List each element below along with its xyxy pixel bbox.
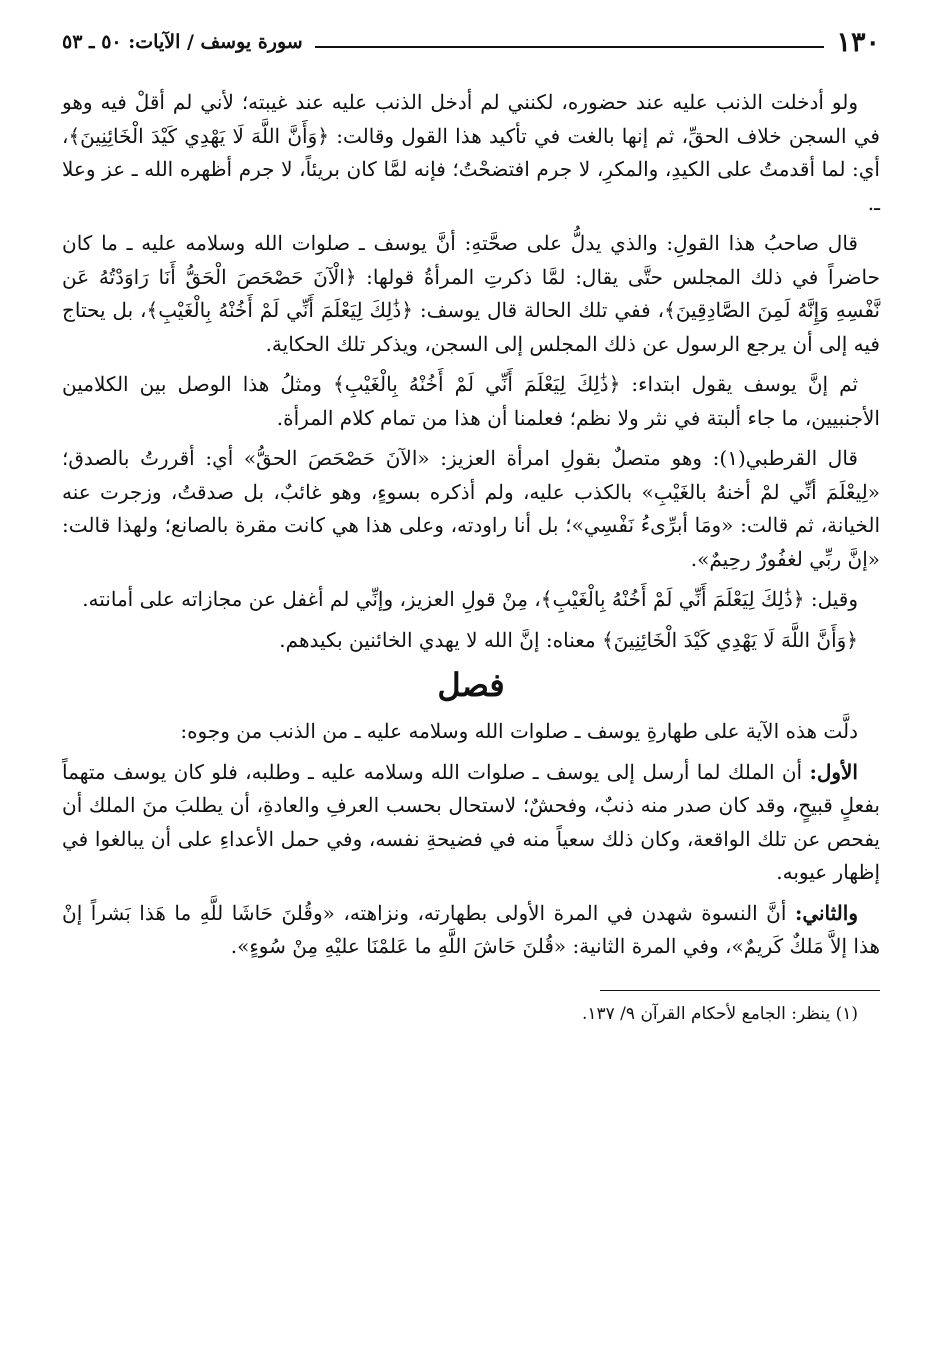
- paragraph-lead: والثاني:: [794, 900, 858, 925]
- paragraph: ولو أدخلت الذنب عليه عند حضوره، لكنني لم أدخل الذنب عليه عند غيبته؛ لأني لم أقلْ فيه وهو في السجن خلاف الحقِّ، ثم إنها بالغت في تأكيد هذا القول وقالت: ﴿وَأَنَّ اللَّهَ لَا يَهْدِي كَيْدَ الْخَائِنِينَ﴾، أي: لما أقدمتُ على الكيدِ، والمكرِ، لا جرم افتضحْتُ؛ فإنه لمَّا كان بريئاً، لا جرم أظهره الله ـ عز وعلا ـ.: [62, 90, 880, 215]
- section-paragraph: [62, 897, 880, 964]
- page-header: [62, 22, 880, 62]
- paragraph: ﴿وَأَنَّ اللَّهَ لَا يَهْدِي كَيْدَ الْخَائِنِينَ﴾ معناه: إنَّ الله لا يهدي الخائنين بكيدهم.: [279, 627, 858, 652]
- paragraph: ثم إنَّ يوسف يقول ابتداء: ﴿ذَٰلِكَ لِيَعْلَمَ أَنِّي لَمْ أَخُنْهُ بِالْغَيْبِ﴾ ومثلُ هذا الوصل بين الكلامين الأجنبيين، ما جاء ألبتة في نثر ولا نظم؛ فعلمنا أن هذا من تمام كلام المرأة.: [62, 372, 880, 430]
- running-title: سورة يوسف / الآيات: ٥٠ ـ ٥٣: [62, 31, 303, 53]
- section-paragraph: [62, 715, 880, 749]
- footnote: (١) ينظر: الجامع لأحكام القرآن ٩/ ١٣٧.: [581, 1003, 858, 1024]
- paragraph-text: أنَّ النسوة شهدن في المرة الأولى بطهارته، ونزاهته، «وقُلنَ حَاشَا للَّهِ ما هَذا بَشراً إنْ هذا إلاَّ مَلكٌ كَريمٌ»، وفي المرة الثانية: «قُلنَ حَاشَ اللَّهِ ما عَلمْنَا عليْهِ مِنْ سُوءٍ».: [62, 900, 880, 958]
- paragraph-text: دلَّت هذه الآية على طهارةِ يوسف ـ صلوات الله وسلامه عليه ـ من الذنب من وجوه:: [180, 719, 858, 743]
- body-text: [62, 86, 880, 1027]
- paragraph-lead: الأول:: [809, 759, 858, 784]
- footnote-separator: [600, 990, 880, 991]
- book-page: [62, 22, 880, 1034]
- header-rule: [315, 46, 825, 48]
- paragraph: قال صاحبُ هذا القولِ: والذي يدلُّ على صحَّتهِ: أنَّ يوسف ـ صلوات الله وسلامه عليه ـ ما كان حاضراً في ذلك المجلس حتَّى يقال: لمَّا ذكرتِ المرأةُ قولها: ﴿الْآنَ حَصْحَصَ الْحَقُّ أَنَا رَاوَدْتُهُ عَن نَّفْسِهِ وَإِنَّهُ لَمِنَ الصَّادِقِينَ﴾، ففي تلك الحالة قال يوسف: ﴿ذَٰلِكَ لِيَعْلَمَ أَنِّي لَمْ أَخُنْهُ بِالْغَيْبِ﴾، بل يحتاج فيه إلى أن يرجع الرسول عن ذلك المجلس إلى السجن، ويذكر تلك الحكاية.: [62, 231, 880, 356]
- paragraph: وقيل: ﴿ذَٰلِكَ لِيَعْلَمَ أَنِّي لَمْ أَخُنْهُ بِالْغَيْبِ﴾، مِنْ قولِ العزيز، وإنِّي لم أغفل عن مجازاته على أمانته.: [82, 587, 858, 611]
- section-heading: فصل: [437, 666, 505, 704]
- paragraph: قال القرطبي(١): وهو متصلٌ بقولِ امرأة العزيز: «الآنَ حَصْحَصَ الحقُّ» أي: أقررتُ بالصدق؛ «لِيعْلَمَ أنِّي لمْ أخنهُ بالغَيْبِ» بالكذب عليه، ولم أذكره بسوءٍ، وهو غائبٌ، بل صدقتُ، وزجرت عنه الخيانة، ثم قالت: «ومَا أبرِّىءُ نَفْسِي»؛ بل أنا راودته، وعلى هذا هي كانت مقرة بالصانع؛ ولهذا قالت: «إنَّ ربِّي لغفُورٌ رحِيمٌ».: [62, 446, 880, 571]
- page-number: ١٣٠: [836, 26, 880, 58]
- paragraph-text: أن الملك لما أرسل إلى يوسف ـ صلوات الله وسلامه عليه ـ وطلبه، فلو كان يوسف متهماً بفعلٍ قبيحٍ، وقد كان صدر منه ذنبٌ، وفحشٌ؛ لاستحال بحسب العرفِ والعادةِ، أن يطلبَ منَ الملك أن يفحص عن تلك الواقعة، وكان ذلك سعياً منه في فضيحةِ نفسه، وفي حمل الأعداءِ على أن يبالغوا في إظهار عيوبه.: [62, 759, 881, 884]
- section-paragraph: [62, 756, 880, 890]
